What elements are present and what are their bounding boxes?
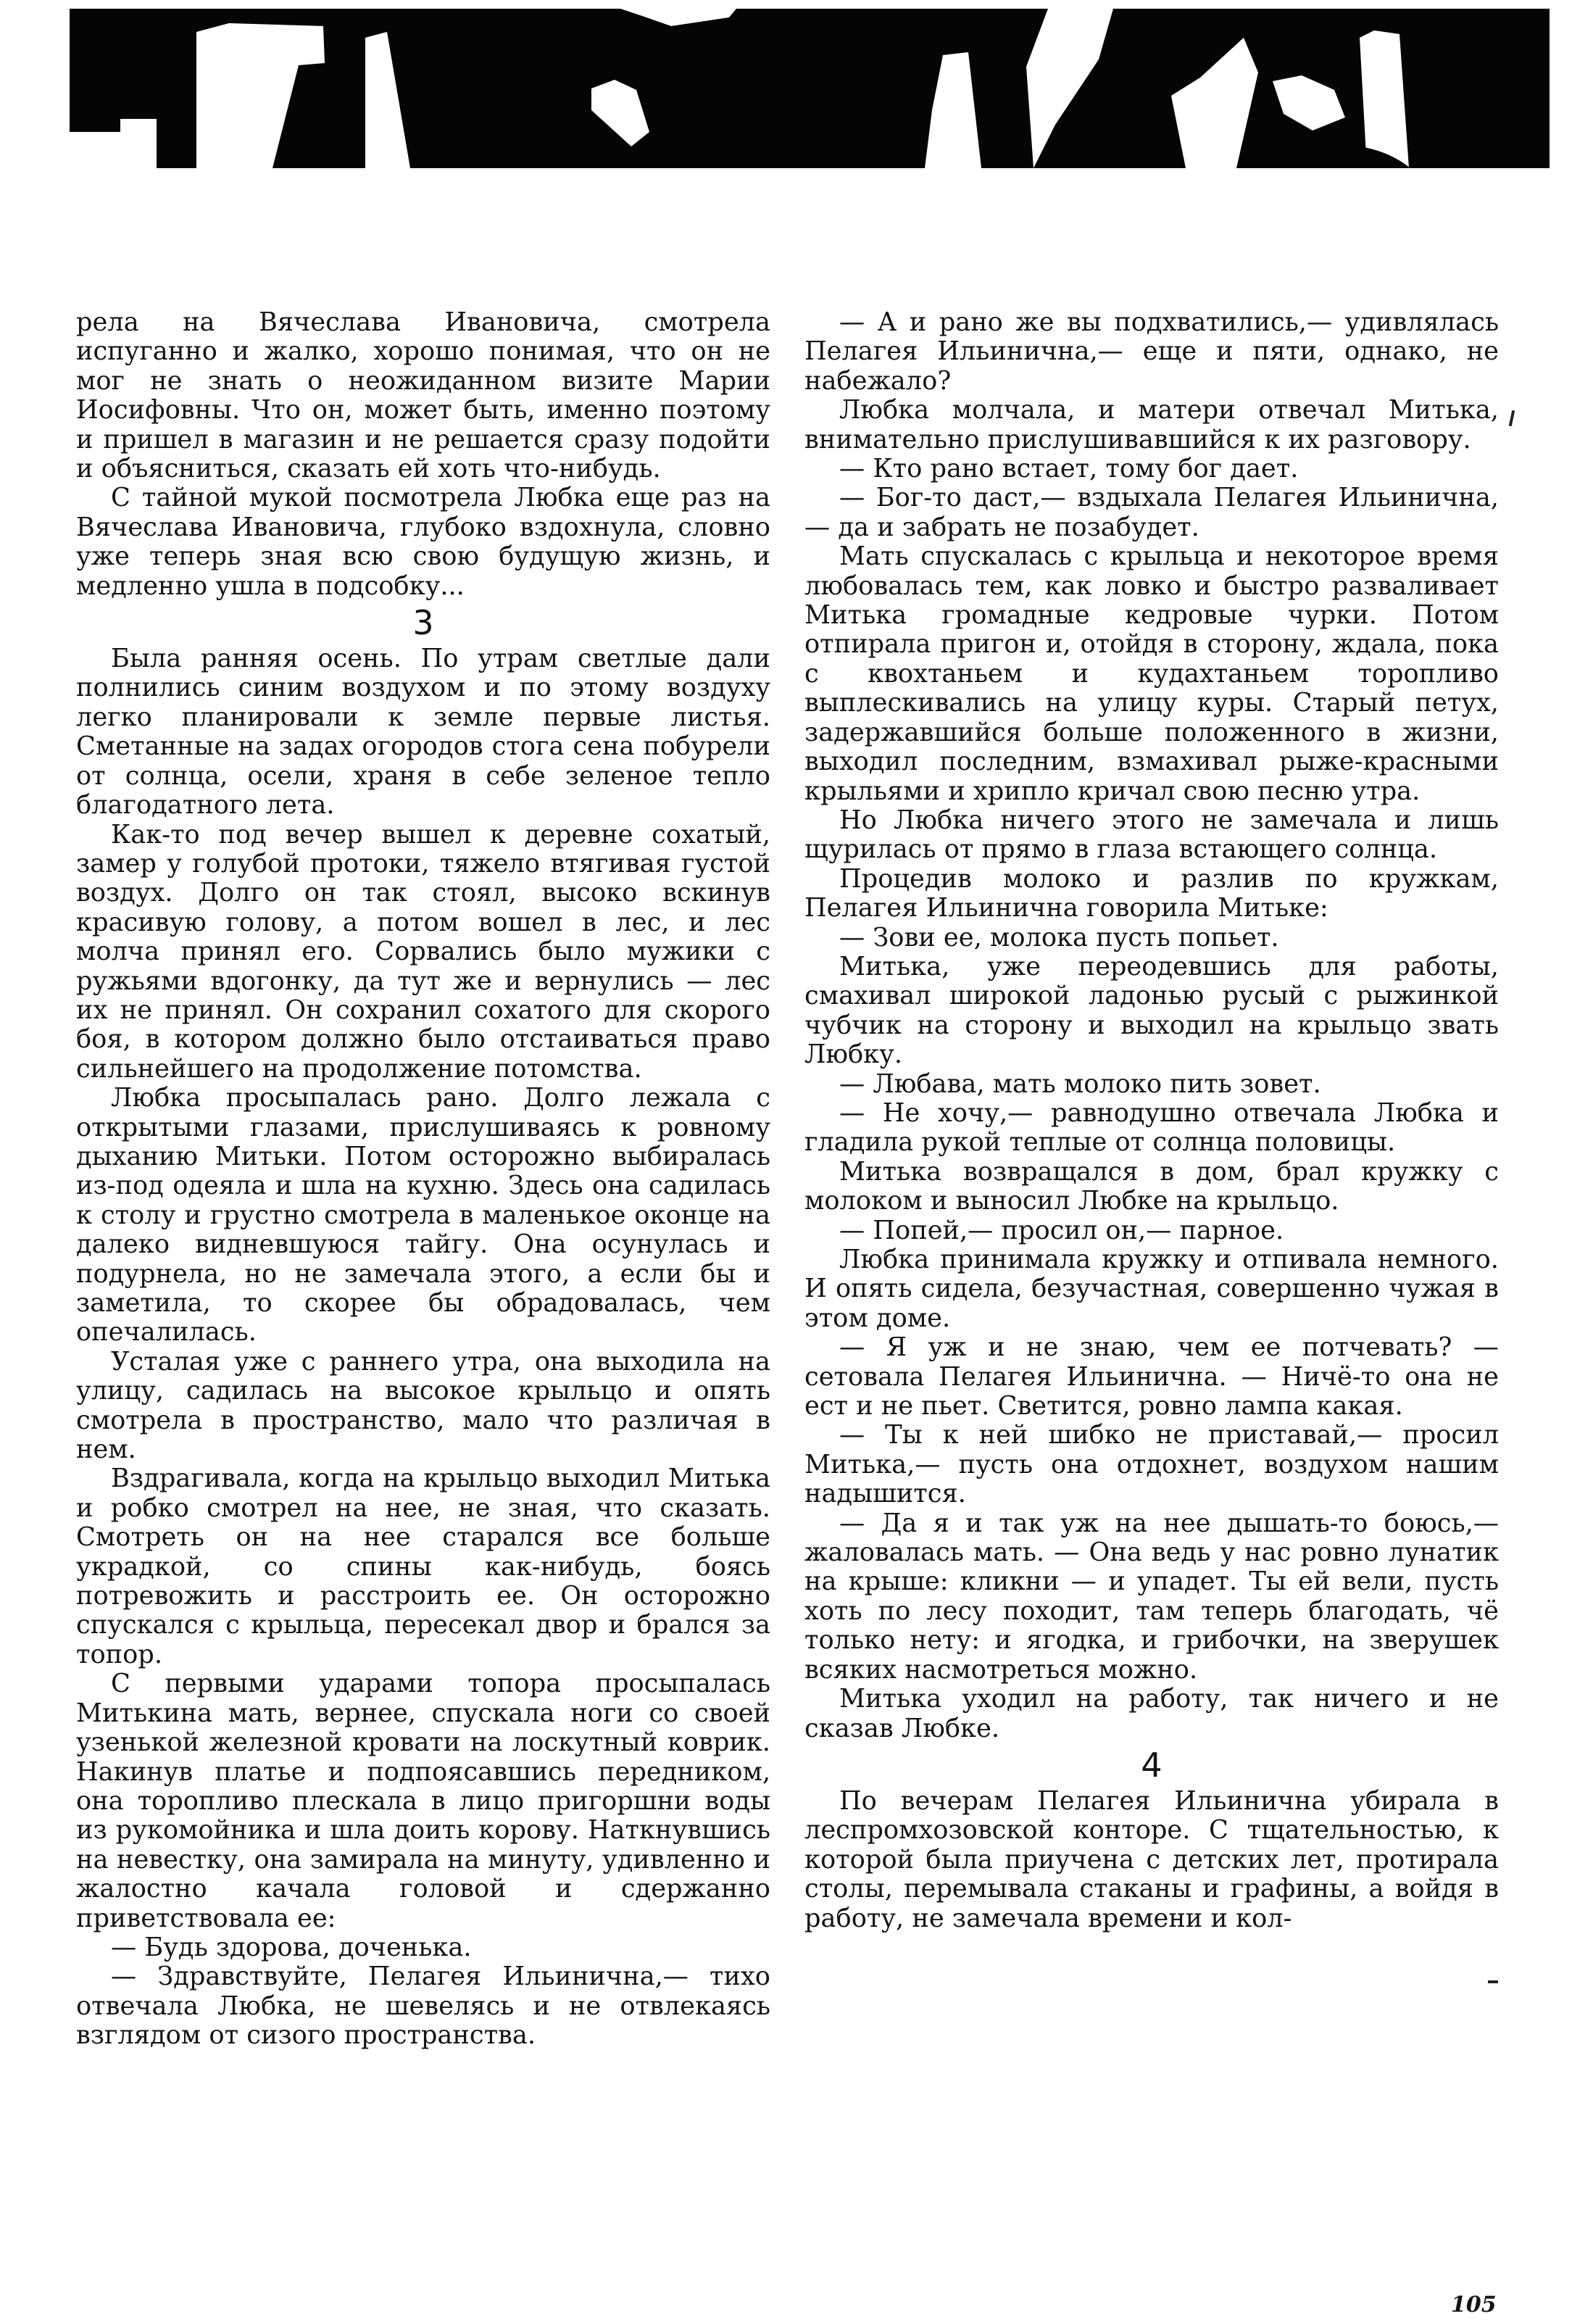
chapter-number: 3 <box>412 603 434 643</box>
paragraph: Вздрагивала, когда на крыльцо выходил Митька и робко смотрел на нее, не зная, что сказать. Смотреть он на нее старался все больше украдкой, со спины как-нибудь, боясь потревожить и расстроить ее. Он осторожно спускался с крыльца, пересекал двор и брался за топор. <box>76 1464 770 1669</box>
paragraph: — Попей,— просил он,— парное. <box>839 1215 1284 1245</box>
paragraph: — Любава, мать молоко пить зовет. <box>839 1068 1321 1099</box>
paragraph: — Ты к ней шибко не приставай,— просил Митька,— пусть она отдохнет, воздухом нашим надышится. <box>804 1420 1499 1509</box>
paragraph: По вечерам Пелагея Ильинична убирала в леспромхозовской конторе. С тщательностью, к которой была приучена с детских лет, протирала столы, перемывала стаканы и графины, а войдя в работу, не замечала времени и кол- <box>804 1785 1499 1933</box>
paragraph: С первыми ударами топора просыпалась Митькина мать, вернее, спускала ноги со своей узенькой железной кровати на лоскутный коврик. Накинув платье и подпоясавшись передником, она торопливо плескала в лицо пригоршни воды из рукомойника и шла доить корову. Наткнувшись на невестку, она замирала на минуту, удивленно и жалостно качала головой и сдержанно приветствовала ее: <box>76 1669 770 1933</box>
paragraph: Митька уходил на работу, так ничего и не сказав Любке. <box>804 1684 1499 1743</box>
title-banner <box>70 9 1550 168</box>
paragraph: Митька, уже переодевшись для работы, смахивал широкой ладонью русый с рыжинкой чубчик на сторону и выходил на крыльцо звать Любку. <box>804 951 1499 1070</box>
right-text-column <box>804 308 1499 1933</box>
paragraph: — Не хочу,— равнодушно отвечала Любка и гладила рукой теплые от солнца половицы. <box>804 1097 1499 1158</box>
paragraph: Усталая уже с раннего утра, она выходила на улицу, садилась на высокое крыльцо и опять смотрела в пространство, мало что различая в нем. <box>76 1346 770 1465</box>
paragraph: — Зови ее, молока пусть попьет. <box>839 922 1279 953</box>
paragraph: Любка принимала кружку и отпивала немного. И опять сидела, безучастная, совершенно чужая в этом доме. <box>804 1245 1499 1333</box>
paragraph: С тайной мукой посмотрела Любка еще раз на Вячеслава Ивановича, глубоко вздохнула, словно уже теперь зная всю свою будущую жизнь, и медленно ушла в подсобку... <box>76 483 770 601</box>
paragraph: — Да я и так уж на нее дышать-то боюсь,— жаловалась мать. — Она ведь у нас ровно лунатик на крыше: кликни — и упадет. Ты ей вели, пусть хоть по лесу походит, там теперь благодать, чё только нету: и ягодка, и грибочки, на зверушек всяких насмотреться можно. <box>804 1508 1499 1685</box>
left-text-column <box>76 308 770 2051</box>
banner-letterforms-icon <box>70 9 1550 168</box>
paragraph: — Бог-то даст,— вздыхала Пелагея Ильинична,— да и забрать не позабудет. <box>804 483 1499 542</box>
paragraph: — Кто рано встает, тому бог дает. <box>839 454 1299 484</box>
paragraph: — А и рано же вы подхватились,— удивлялась Пелагея Ильинична,— еще и пяти, однако, не набежало? <box>804 307 1499 396</box>
paragraph: Любка просыпалась рано. Долго лежала с открытыми глазами, прислушиваясь к ровному дыханию Митьки. Потом осторожно выбиралась из-под одеяла и шла на кухню. Здесь она садилась к столу и грустно смотрела в маленькое оконце на далеко видневшуюся тайгу. Она осунулась и подурнела, но не замечала этого, а если бы и заметила, то скорее бы обрадовалась, чем опечалилась. <box>76 1083 770 1348</box>
paragraph: — Будь здорова, доченька. <box>111 1932 472 1962</box>
paragraph: Но Любка ничего этого не замечала и лишь щурилась от прямо в глаза встающего солнца. <box>804 805 1499 865</box>
paragraph: Была ранняя осень. По утрам светлые дали полнились синим воздухом и по этому воздуху легко планировали к земле первые листья. Сметанные на задах огородов стога сена побурели от солнца, осели, храня в себе зеленое тепло благодатного лета. <box>76 644 770 821</box>
paragraph: — Я уж и не знаю, чем ее потчевать? — сетовала Пелагея Ильинична. — Ничё-то она не ест и не пьет. Светится, ровно лампа какая. <box>804 1332 1499 1422</box>
paragraph: рела на Вячеслава Ивановича, смотрела испуганно и жалко, хорошо понимая, что он не мог не знать о неожиданном визите Марии Иосифовны. Что он, может быть, именно поэтому и пришел в магазин и не решается сразу подойти и объясниться, сказать ей хоть что-нибудь. <box>76 307 770 484</box>
chapter-number: 4 <box>1141 1745 1162 1785</box>
paragraph: Процедив молоко и разлив по кружкам, Пелагея Ильинична говорила Митьке: <box>804 863 1499 924</box>
paragraph: Митька возвращался в дом, брал кружку с молоком и выносил Любке на крыльцо. <box>804 1156 1499 1216</box>
paragraph: Мать спускалась с крыльца и некоторое время любовалась тем, как ловко и быстро разваливает Митька громадные кедровые чурки. Потом отпирала пригон и, отойдя в сторону, ждала, пока с квохтаньем и кудахтаньем торопливо выплескивались на улицу куры. Старый петух, задержавшийся больше положенного в жизни, выходил последним, взмахивал рыже-красными крыльями и хрипло кричал свою песню утра. <box>804 541 1499 806</box>
print-speck-icon <box>1488 1980 1498 1983</box>
print-speck-icon <box>1509 410 1515 426</box>
paragraph: Любка молчала, и матери отвечал Митька, внимательно прислушивавшийся к их разговору. <box>804 395 1499 455</box>
paragraph: — Здравствуйте, Пелагея Ильинична,— тихо отвечала Любка, не шевелясь и не отвлекаясь взглядом от сизого пространства. <box>76 1962 770 2051</box>
paragraph: Как-то под вечер вышел к деревне сохатый, замер у голубой протоки, тяжело втягивая густой воздух. Долго он так стоял, высоко вскинув красивую голову, а потом вошел в лес, и лес молча принял его. Сорвались было мужики с ружьями вдогонку, да тут же и вернулись — лес их не принял. Он сохранил сохатого для скорого боя, в котором должно было отстаиваться право сильнейшего на продолжение потомства. <box>76 819 770 1084</box>
page-number: 105 <box>1451 2292 1497 2317</box>
